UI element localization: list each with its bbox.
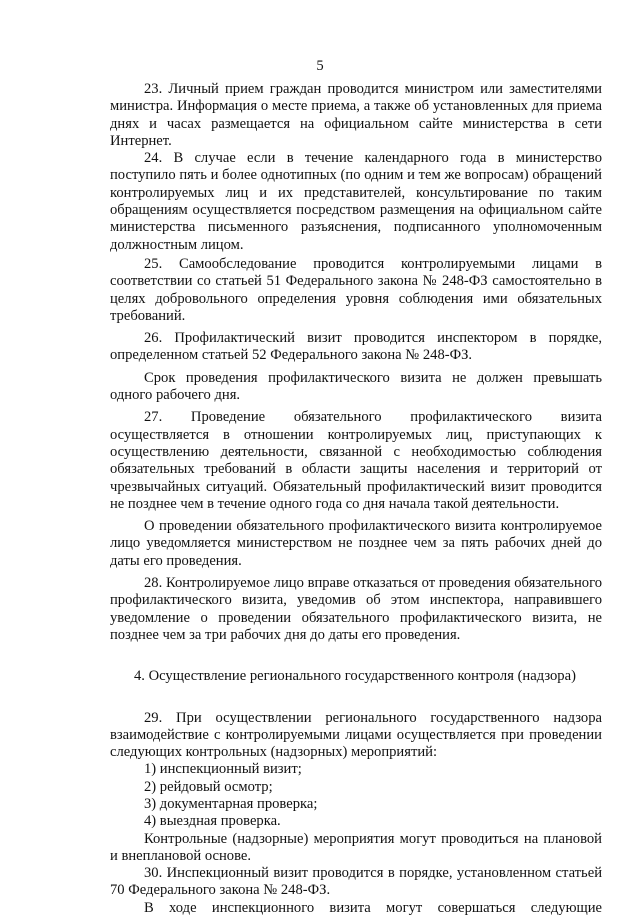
paragraph-23: 23. Личный прием граждан проводится министром или заместителями министра. Информация о месте приема, а также об установленных для приема днях и часах размещается на официальном сайте министерства в сети Интернет. [110,81,602,149]
page-number: 5 [316,58,324,74]
paragraph-29-basis: Контрольные (надзорные) мероприятия могут проводиться на плановой и внеплановой основе. [110,830,602,864]
paragraph-25: 25. Самообследование проводится контролируемыми лицами в соответствии со статьей 51 Федерального закона № 248-ФЗ самостоятельно в целях добровольного определения уровня соблюдения ими обязательных требований. [110,255,602,324]
document-body [110,81,602,917]
paragraph-24: 24. В случае если в течение календарного года в министерство поступило пять и более однотипных (по одним и тем же вопросам) обращений контролируемых лиц и их представителей, консультирование по таким обращениям осуществляется посредством размещения на официальном сайте министерства письменного разъяснения, подписанного уполномоченным должностным лицом. [110,150,602,253]
paragraph-29: 29. При осуществлении регионального государственного надзора взаимодействие с контролируемыми лицами осуществляется при проведении следующих контрольных (надзорных) мероприятий: [110,709,602,761]
paragraph-28: 28. Контролируемое лицо вправе отказаться от проведения обязательного профилактического визита, уведомив об этом инспектора, направившего уведомление о проведении обязательного профилактического визита, не позднее чем за три рабочих дня до даты его проведения. [110,575,602,643]
list-item: 4) выездная проверка. [144,813,281,830]
list-item: 1) инспекционный визит; [144,761,302,778]
paragraph-27: 27. Проведение обязательного профилактического визита осуществляется в отношении контролируемых лиц, приступающих к осуществлению деятельности, связанной с необходимостью соблюдения обязательных требований в области защиты населения и территорий от чрезвычайных ситуаций. Обязательный профилактический визит проводится не позднее чем в течение одного года со дня начала такой деятельности. [110,409,602,512]
paragraph-26-term: Срок проведения профилактического визита не должен превышать одного рабочего дня. [110,369,602,404]
paragraph-30-continuation: В ходе инспекционного визита могут совершаться следующие [144,899,602,916]
section-heading: 4. Осуществление регионального государственного контроля (надзора) [134,668,576,685]
list-item: 3) документарная проверка; [144,795,318,812]
paragraph-27-notice: О проведении обязательного профилактического визита контролируемое лицо уведомляется министерством не позднее чем за пять рабочих дней до даты его проведения. [110,518,602,569]
paragraph-26: 26. Профилактический визит проводится инспектором в порядке, определенном статьей 52 Федерального закона № 248-ФЗ. [110,330,602,364]
paragraph-30: 30. Инспекционный визит проводится в порядке, установленном статьей 70 Федерального закона № 248-ФЗ. [110,865,602,899]
list-item: 2) рейдовый осмотр; [144,778,273,795]
